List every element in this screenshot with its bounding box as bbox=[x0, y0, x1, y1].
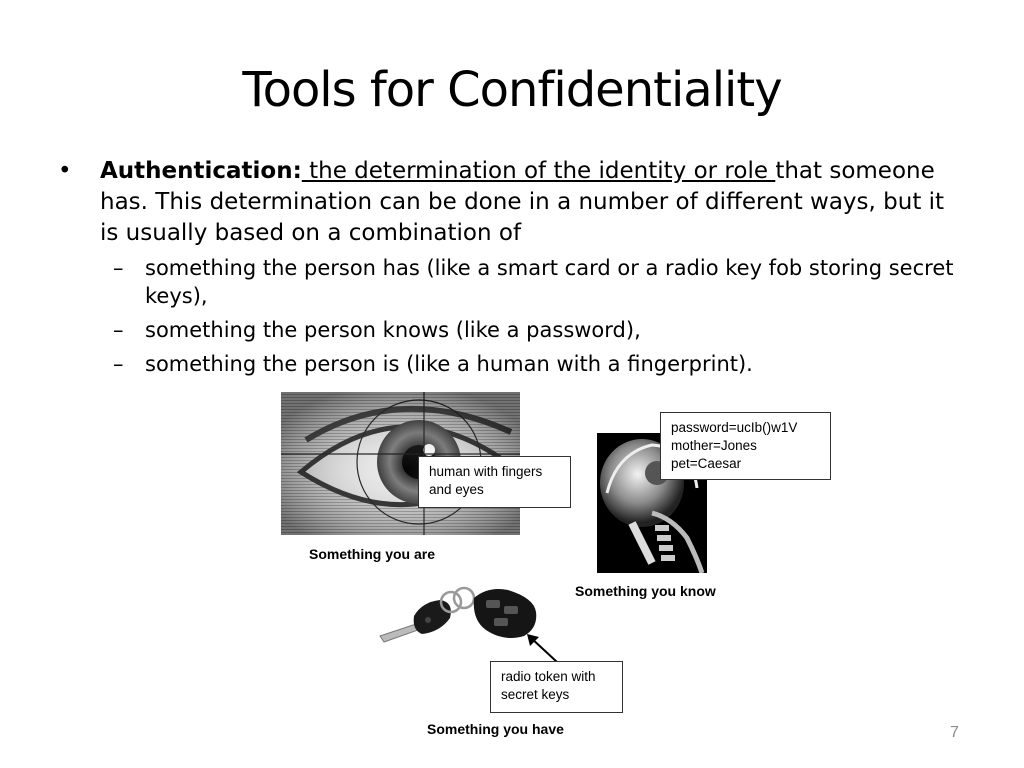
page-number: 7 bbox=[950, 724, 959, 741]
sub-item bbox=[58, 316, 958, 344]
callout-password bbox=[660, 412, 831, 480]
sub-marker: – bbox=[113, 352, 124, 376]
caption-something-you-are: Something you are bbox=[309, 546, 436, 562]
sub-item-text: something the person is (like a human with a fingerprint). bbox=[145, 352, 753, 376]
term-label: Authentication: bbox=[100, 158, 302, 184]
caption-something-you-know: Something you know bbox=[575, 583, 716, 599]
slide-body bbox=[58, 156, 958, 384]
sub-marker: – bbox=[113, 256, 124, 280]
mother-line: mother=Jones bbox=[671, 438, 757, 453]
key-fob-image bbox=[378, 580, 540, 650]
term-definition: the determination of the identity or role bbox=[301, 158, 776, 184]
password-line: password=ucIb()w1V bbox=[671, 420, 798, 435]
sub-item bbox=[58, 254, 958, 310]
slide-title: Tools for Confidentiality bbox=[242, 62, 782, 118]
bullet-marker: • bbox=[58, 158, 72, 184]
sub-list bbox=[58, 254, 958, 378]
pet-line: pet=Caesar bbox=[671, 456, 742, 471]
callout-eye: human with fingers and eyes bbox=[418, 456, 571, 508]
sub-item-text: something the person knows (like a password), bbox=[145, 318, 641, 342]
bullet-text: that someone has. This determination can be done in a number of different ways, but it is usually based on a combination of bbox=[100, 158, 945, 246]
sub-marker: – bbox=[113, 318, 124, 342]
bullet-authentication bbox=[58, 156, 958, 249]
callout-radio-token: radio token with secret keys bbox=[490, 661, 623, 713]
sub-item-text: something the person has (like a smart card or a radio key fob storing secret keys), bbox=[145, 256, 954, 308]
caption-something-you-have: Something you have bbox=[427, 721, 564, 737]
sub-item bbox=[58, 350, 958, 378]
